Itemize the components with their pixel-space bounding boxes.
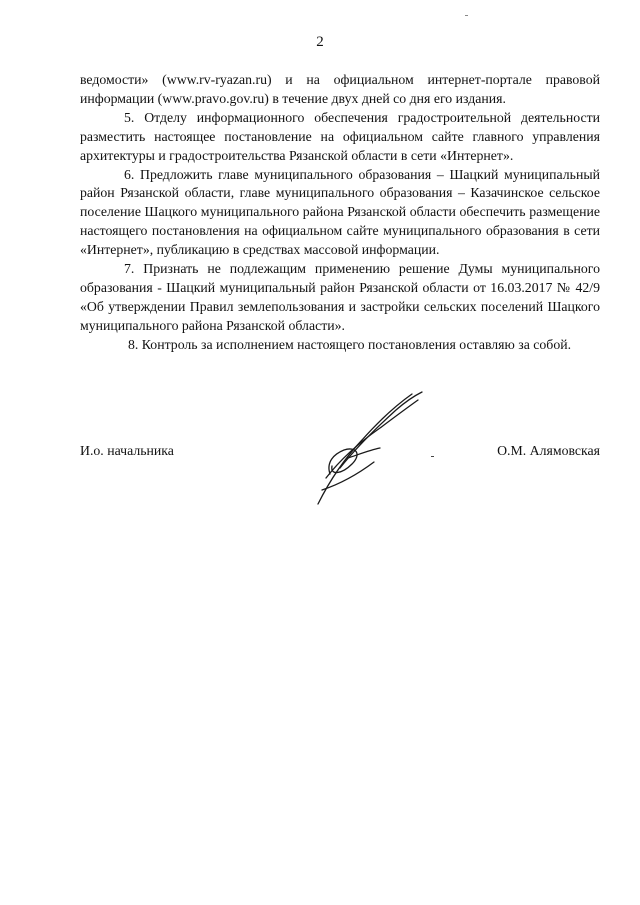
scan-mark [465, 15, 468, 16]
document-body [80, 71, 600, 355]
ink-dot [431, 456, 434, 457]
paragraph-4-continuation: ведомости» (www.rv-ryazan.ru) и на официальном интернет-портале правовой информации (www.pravo.gov.ru) в течение двух дней со дня его издания. [80, 72, 600, 106]
paragraph-7: 7. Признать не подлежащим применению решение Думы муниципального образования - Шацкий муниципальный район Рязанской области от 16.03.2017 № 42/9 «Об утверждении Правил землепользования и застройки сельских поселений Шацкого муниципального района Рязанской области». [80, 261, 600, 333]
handwritten-signature [300, 388, 430, 510]
page-number: 2 [316, 34, 324, 50]
signer-name: О.М. Алямовская [497, 443, 600, 458]
paragraph-5: 5. Отделу информационного обеспечения градостроительной деятельности разместить настоящее постановление на официальном сайте главного управления архитектуры и градостроительства Рязанской области в сети «Интернет». [80, 109, 600, 163]
signer-position: И.о. начальника [80, 443, 174, 458]
paragraph-8: 8. Контроль за исполнением настоящего постановления оставляю за собой. [128, 336, 572, 352]
paragraph-6: 6. Предложить главе муниципального образования – Шацкий муниципальный район Рязанской области, главе муниципального образования – Казачинское сельское поселение Шацкого муниципального района Рязанской области обеспечить размещение настоящего постановления на официальном сайте муниципального образования в сети «Интернет», публикацию в средствах массовой информации. [80, 166, 600, 258]
